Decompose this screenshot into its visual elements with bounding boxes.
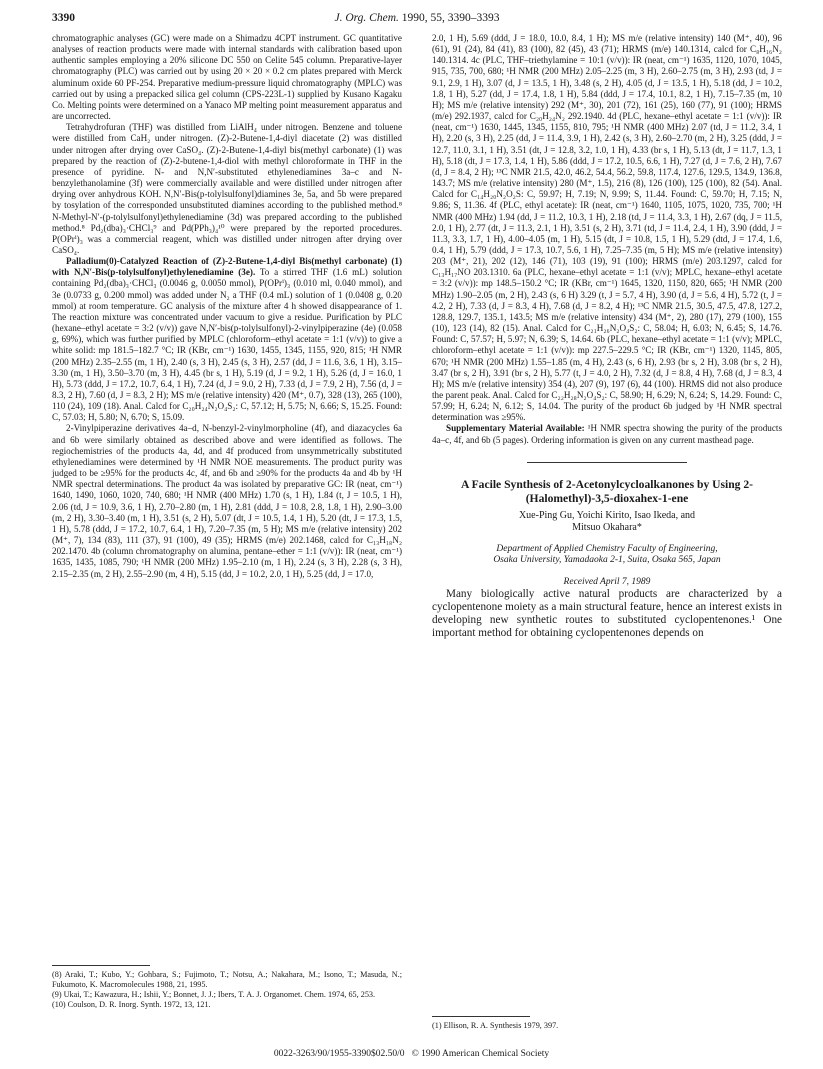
journal-name: J. Org. Chem. — [334, 12, 399, 24]
page-footer — [0, 1049, 823, 1059]
footnote-rule-left — [52, 965, 150, 966]
footnote-9: (9) Ukai, T.; Kawazura, H.; Ishii, Y.; Bonnet, J. J.; Ibers, T. A. J. Organomet. Chem. 1974, 65, 253. — [52, 990, 376, 999]
reagents-paragraph: Tetrahydrofuran (THF) was distilled from LiAlH₄ under nitrogen. Benzene and toluene were distilled from CaH₂ under nitrogen. (Z)-2-Butene-1,4-diyl diacetate (2) was distilled under nitrogen after drying over CaSO₄. (Z)-2-Butene-1,4-diyl bis(methyl carbonate) (1) was prepared by the reaction of (Z)-2-butene-1,4-diol with methyl chloroformate in THF in the presence of pyridine. N- and N,N′-substituted ethylenediamines 3a–c and N-benzylethanolamine (3f) were commercially available and were distilled under nitrogen after drying over anhydrous KOH. N,N′-Bis(p-tolylsulfonyl)diamines 3e, 5a, and 5b were prepared by tosylation of the corresponded unsubstituted diamines according to the published method.⁸ N-Methyl-N′-(p-tolylsulfonyl)ethylenediamine (3d) was prepared according to the published method.⁸ Pd₂(dba)₃·CHCl₃⁹ and Pd(PPh₃)₄¹⁰ were prepared by the reported procedures. P(OPrⁱ)₃ was a commercial reagent, which was distilled under nitrogen after drying over CaSO₄. — [52, 122, 402, 255]
document-code: 0022-3263/90/1955-3390$02.50/0 — [273, 1049, 405, 1059]
footnote-1: (1) Ellison, R. A. Synthesis 1979, 397. — [432, 1021, 559, 1030]
procedure-heading: Palladium(0)-Catalyzed Reaction of (Z)-2-Butene-1,4-diyl Bis(methyl carbonate) (1) with N,N′-Bis(p-tolylsulfonyl)ethylenediamine (3e). — [52, 256, 402, 278]
footnote-rule-right — [432, 1016, 530, 1017]
article-authors — [432, 510, 782, 534]
experimental-instruments-paragraph: chromatographic analyses (GC) were made on a Shimadzu 4CPT instrument. GC quantitative analyses of reaction products were made with internal standards with calibration based upon authentic samples employing a 20% silicone DC 550 on Celite 545 column. Preparative-layer chromatography (PLC) was carried out by using 20 × 20 × 0.2 cm plates prepared with Merck aluminum oxide 60 PF-254. Preparative medium-pressure liquid chromatography (MPLC) was carried out by using a prepacked silica gel column (CPS-223L-1) supplied by Kusano Kagaku Co. Melting points were determined on a Yanaco MP melting point measurement apparatus and are uncorrected. — [52, 33, 402, 122]
authors-line-1: Xue-Ping Gu, Yoichi Kirito, Isao Ikeda, and — [518, 509, 696, 521]
received-date: Received April 7, 1989 — [563, 576, 651, 587]
left-column — [52, 33, 402, 580]
procedure-paragraph — [52, 256, 402, 423]
footnotes-right — [432, 1021, 782, 1031]
procedure-body: To a stirred THF (1.6 mL) solution containing Pd₂(dba)₃·CHCl₃ (0.0046 g, 0.0050 mmol), P(OPrⁱ)₃ (0.010 ml, 0.040 mmol), and 3e (0.0733 g, 0.200 mmol) was added under N₂ a THF (0.4 mL) solution of 1 (0.0408 g, 0.20 mmol) at room temperature. GC analysis of the mixture after 4 h showed disappearance of 1. The reaction mixture was concentrated under vacuum to give a residue. Purification by PLC (hexane–ethyl acetate = 3:2 (v/v)) gave N,N′-bis(p-tolylsulfonyl)-2-vinylpiperazine (4e) (0.058 g, 69%), which was further purified by MPLC (chloroform–ethyl acetate = 1:1 (v/v)) to give a white solid: mp 181.5–182.7 °C; IR (KBr, cm⁻¹) 1630, 1455, 1345, 1155, 920, 815; ¹H NMR (200 MHz) 2.35–2.55 (m, 1 H), 2.40 (s, 3 H), 2.45 (s, 3 H), 2.57 (dd, J = 11.6, 3.6, 1 H), 3.15–3.30 (m, 1 H), 3.50–3.70 (m, 3 H), 4.45 (br s, 1 H), 5.19 (d, J = 9.2, 1 H), 5.26 (d, J = 16.0, 1 H), 5.73 (ddd, J = 17.2, 10.7, 6.4, 1 H), 7.24 (d, J = 9.0, 2 H), 7.33 (d, J = 7.9, 2 H), 7.56 (d, J = 8.3, 2 H), 7.60 (d, J = 8.3, 2 H); MS m/e (relative intensity) 420 (M⁺, 0.7), 328 (13), 265 (100), 110 (24), 109 (18). Anal. Calcd for C₂₀H₂₄N₂O₄S₂: C, 57.12; H, 5.75; N, 6.66; S, 15.25. Found: C, 57.03; H, 5.80; N, 6.70; S, 15.09. — [52, 267, 402, 423]
supplementary-heading: Supplementary Material Available: — [446, 423, 585, 434]
article-divider — [527, 462, 687, 463]
article-title: A Facile Synthesis of 2-Acetonylcycloalkanones by Using 2-(Halomethyl)-3,5-dioxahex-1-ene — [460, 477, 754, 505]
footnote-8: (8) Araki, T.; Kubo, Y.; Gohbara, S.; Fujimoto, T.; Notsu, A.; Nakahara, M.; Isono, T.; Masuda, N.; Fukumoto, K. Macromolecules 1988, 21, 1995. — [52, 970, 402, 989]
affiliation-line-2: Osaka University, Yamadaoka 2-1, Suita, Osaka 565, Japan — [493, 555, 721, 566]
authors-line-2: Mitsuo Okahara* — [572, 521, 642, 533]
supplementary-body: ¹H NMR spectra showing the purity of the products 4a–c, 4f, and 6b (5 pages). Ordering information is given on any current masthead page. — [432, 423, 782, 445]
article-intro: Many biologically active natural products are characterized by a cyclopentenone moiety as a main structural feature, hence an interest exists in developing new synthetic routes to substituted cyclopentenones.¹ One important method for obtaining cyclopentenones depends on — [432, 587, 782, 640]
right-column — [432, 33, 782, 640]
article-affiliation — [432, 544, 782, 567]
footnotes-left — [52, 970, 402, 1010]
supplementary-paragraph — [432, 423, 782, 445]
characterization-paragraph: 2.0, 1 H), 5.69 (ddd, J = 18.0, 10.0, 8.4, 1 H); MS m/e (relative intensity) 140 (M⁺, 40), 96 (61), 91 (24), 84 (41), 83 (100), 82 (45), 43 (71); HRMS (m/e) 140.1314, calcd for C₈H₁₆N₂ 140.1314. 4c (PLC, THF–triethylamine = 10:1 (v/v)): IR (neat, cm⁻¹) 1635, 1120, 1070, 1045, 915, 735, 700, 680; ¹H NMR (200 MHz) 2.05–2.25 (m, 3 H), 2.60–2.75 (m, 3 H), 2.93 (td, J = 9.1, 2.9, 1 H), 3.07 (d, J = 13.5, 1 H), 3.48 (s, 2 H), 4.05 (d, J = 13.5, 1 H), 5.18 (dd, J = 10.2, 1.8, 1 H), 5.27 (dd, J = 17.4, 1.8, 1 H), 5.84 (ddd, J = 17.4, 10.1, 8.2, 1 H), 7.15–7.35 (m, 10 H); MS m/e (relative intensity) 292 (M⁺, 30), 201 (72), 161 (25), 160 (77), 91 (100); HRMS (m/e) 292.1937, calcd for C₂₀H₂₄N₂ 292.1940. 4d (PLC, hexane–ethyl acetate = 1:1 (v/v)): IR (neat, cm⁻¹) 1630, 1445, 1345, 1155, 810, 795; ¹H NMR (400 MHz) 2.07 (td, J = 11.2, 3.4, 1 H), 2.20 (s, 3 H), 2.25 (dd, J = 11.4, 3.9, 1 H), 2.42 (s, 3 H), 2.60–2.70 (m, 2 H), 3.25 (ddd, J = 12.7, 11.0, 3.1, 1 H), 3.51 (dt, J = 12.8, 3.2, 1.0, 1 H), 4.33 (br s, 1 H), 5.13 (dt, J = 11.7, 1.3, 1 H), 5.18 (dt, J = 17.3, 1.4, 1 H), 5.86 (ddd, J = 17.2, 10.5, 6.6, 1 H), 7.27 (d, J = 7.6, 2 H), 7.67 (d, J = 8.4, 2 H); ¹³C NMR 21.5, 42.0, 46.2, 54.4, 56.2, 59.8, 117.4, 127.6, 129.5, 134.9, 136.8, 143.7; MS m/e (relative intensity) 280 (M⁺, 1.5), 216 (8), 126 (100), 125 (100), 82 (54). Anal. Calcd for C₁₄H₂₀N₂O₂S: C, 59.97; H, 7.19; N, 9.99; S, 11.44. Found: C, 59.70; H, 7.15; N, 9.86; S, 11.36. 4f (PLC, ethyl acetate): IR (neat, cm⁻¹) 1640, 1105, 1075, 1020, 735, 700; ¹H NMR (400 MHz) 1.94 (dd, J = 11.2, 10.3, 1 H), 2.18 (td, J = 11.4, 3.3, 1 H), 2.67 (dq, J = 11.5, 2.0, 1 H), 2.77 (dt, J = 11.3, 2.1, 1 H), 3.51 (s, 2 H), 3.71 (td, J = 11.4, 2.4, 1 H), 3.90 (ddd, J = 11.3, 3.3, 1.7, 1 H), 4.00–4.05 (m, 1 H), 5.15 (dt, J = 10.8, 1.5, 1 H), 5.29 (dtd, J = 17.4, 1.6, 0.4, 1 H), 5.79 (ddd, J = 17.3, 10.7, 5.6, 1 H), 7.25–7.35 (m, 5 H); MS m/e (relative intensity) 203 (M⁺, 21), 202 (12), 146 (71), 103 (19), 91 (100); HRMS (m/e) 203.1297, calcd for C₁₃H₁₇NO 203.1310. 6a (PLC, hexane–ethyl acetate = 1:1 (v/v); MPLC, hexane–ethyl acetate = 3:2 (v/v)): mp 148.5–150.2 °C; IR (KBr, cm⁻¹) 1645, 1320, 1150, 820, 665; ¹H NMR (200 MHz) 1.90–2.05 (m, 2 H), 2.43 (s, 6 H) 3.29 (t, J = 5.7, 4 H), 3.90 (d, J = 5.6, 4 H), 5.72 (t, J = 4.2, 2 H), 7.33 (d, J = 8.3, 4 H), 7.68 (d, J = 8.2, 4 H); ¹³C NMR 21.5, 30.5, 47.5, 47.8, 127.2, 128.8, 129.7, 135.1, 143.5; MS m/e (relative intensity) 434 (M⁺, 2), 280 (17), 279 (100), 155 (10), 123 (14), 82 (15). Anal. Calcd for C₂₁H₂₆N₂O₄S₂: C, 58.04; H, 6.03; N, 6.45; S, 14.76. Found: C, 57.57; H, 5.97; N, 6.39; S, 14.64. 6b (PLC, hexane–ethyl acetate = 1:1 (v/v); MPLC, chloroform–ethyl acetate = 1:1 (v/v)): mp 227.5–229.5 °C; IR (KBr, cm⁻¹) 1320, 1145, 805, 670; ¹H NMR (200 MHz) 1.55–1.85 (m, 4 H), 2.43 (s, 6 H), 2.93 (br s, 2 H), 3.08 (br s, 2 H), 3.47 (br s, 2 H), 3.91 (br s, 2 H), 5.77 (t, J = 4.0, 2 H), 7.32 (d, J = 8.8, 4 H), 7.68 (d, J = 8.3, 4 H); MS m/e (relative intensity) 354 (4), 207 (9), 197 (6), 44 (100). HRMS did not also produce the parent peak. Anal. Calcd for C₂₂H₂₈N₂O₄S₂: C, 58.90; H, 6.29; N, 6.24; S, 14.29. Found: C, 57.99; H, 6.24; N, 6.12; S, 14.04. The purity of the product 6b judged by ¹H NMR spectral determination was ≥95%. — [432, 33, 782, 423]
affiliation-line-1: Department of Applied Chemistry Faculty of Engineering, — [496, 543, 718, 554]
footnote-10: (10) Coulson, D. R. Inorg. Synth. 1972, 13, 121. — [52, 1000, 211, 1009]
journal-citation — [52, 12, 782, 24]
copyright-notice: © 1990 American Chemical Society — [411, 1049, 550, 1059]
derivatives-paragraph: 2-Vinylpiperazine derivatives 4a–d, N-benzyl-2-vinylmorpholine (4f), and diazacycles 6a and 6b were similarly obtained as described above and were identified as follows. The regiochemistries of the products 4a, 4d, and 4f produced from unsymmetrically substituted ethylenediamines were determined by ¹H NMR NOE measurements. The product purity was judged to be ≥95% for the products 4c, 4f, and 6b and ≥90% for the products 4a and 4b by ¹H NMR spectral determinations. The product 4a was isolated by preparative GC: IR (neat, cm⁻¹) 1640, 1490, 1060, 1020, 740, 680; ¹H NMR (400 MHz) 1.70 (s, 1 H), 1.84 (t, J = 10.5, 1 H), 2.06 (td, J = 10.9, 3.6, 1 H), 2.70–2.80 (m, 1 H), 2.81 (ddd, J = 10.8, 2.8, 1.8, 1 H), 2.90–3.00 (m, 2 H), 3.30–3.40 (m, 1 H), 3.51 (s, 2 H), 5.07 (dt, J = 10.5, 1.4, 1 H), 5.20 (dt, J = 17.3, 1.5, 1 H), 5.78 (ddd, J = 17.2, 10.7, 6.4, 1 H), 7.20–7.35 (m, 5 H); MS m/e (relative intensity) 202 (M⁺, 7), 134 (83), 111 (37), 91 (100), 49 (35); HRMS (m/e) 202.1468, calcd for C₁₃H₁₈N₂ 202.1470. 4b (column chromatography on alumina, pentane–ether = 1:1 (v/v)): IR (neat, cm⁻¹) 1635, 1435, 1085, 790; ¹H NMR (200 MHz) 1.95–2.10 (m, 1 H), 2.24 (s, 3 H), 2.28 (s, 3 H), 2.15–2.35 (m, 2 H), 2.55–2.90 (m, 4 H), 5.15 (dd, J = 10.2, 2.0, 1 H), 5.25 (dd, J = 17.0, — [52, 423, 402, 579]
page-number: 3390 — [52, 12, 75, 24]
journal-volume: 1990, 55, 3390–3393 — [401, 12, 500, 24]
running-header — [52, 12, 782, 28]
